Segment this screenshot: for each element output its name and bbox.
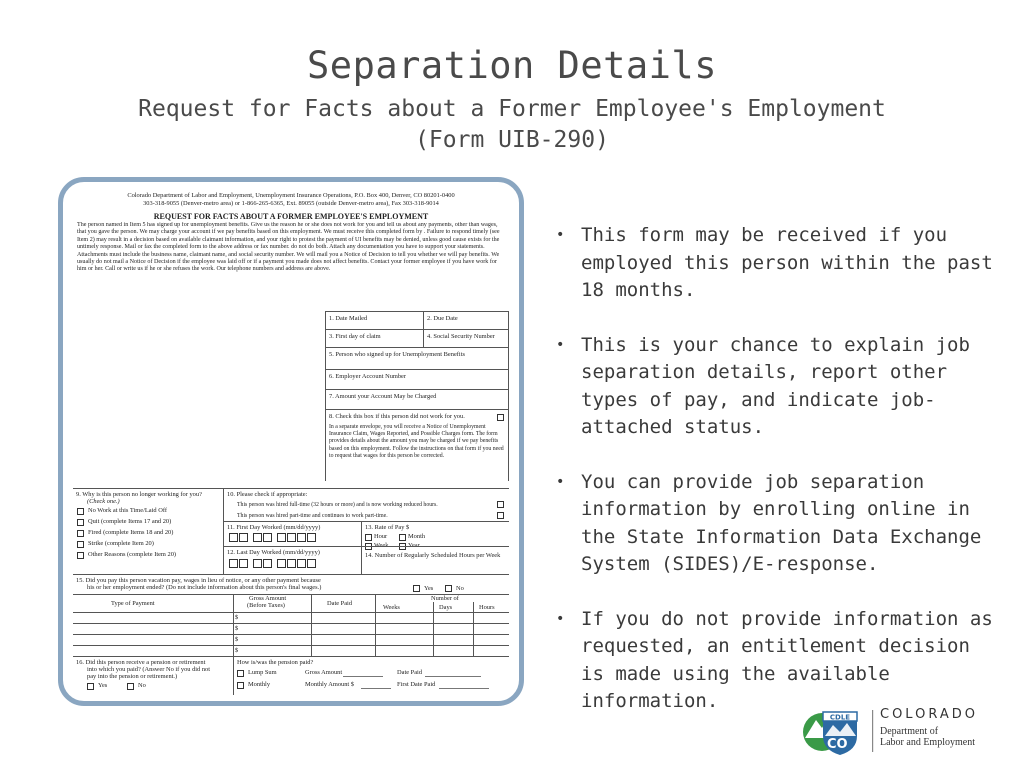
field-8-text: In a separate envelope, you will receive a Notice of Unemployment Insurance Claim, Wages Reported, and Possible Charges form. The form provides details about the amount you may be charged if we pay benefits based on this employment. Follow the instructions on that form if you need to request that wages for this person be corrected. — [329, 424, 504, 459]
field-5-label: 5. Person who signed up for Unemployment Benefits — [329, 351, 465, 358]
q15-yes: Yes — [424, 585, 434, 592]
q16-how-label: How is/was the pension paid? — [237, 659, 314, 666]
q15-yes-checkbox[interactable] — [413, 585, 420, 592]
q9-opt-4-checkbox[interactable] — [77, 541, 84, 548]
col-number-of: Number of — [431, 595, 459, 602]
q15-no: No — [456, 585, 464, 592]
q10-option-a: This person was hired full-time (32 hours or more) and is now working reduced hours. — [237, 502, 438, 508]
q10-label: 10. Please check if appropriate: — [227, 491, 308, 498]
q10-option-b: This person was hired part-time and continues to work part-time. — [237, 513, 388, 519]
bullet-item — [556, 469, 996, 579]
q13-month: Month — [408, 533, 426, 540]
q9-opt-5: Other Reasons (complete Item 20) — [88, 551, 177, 558]
q15-label-2: his or her employment ended? (Do not include information about this person's final wages.) — [87, 584, 322, 591]
form-uib-290-image — [58, 177, 524, 706]
col-hours: Hours — [479, 604, 495, 611]
logo-badge-top: CDLE — [829, 713, 851, 722]
q12-label: 12. Last Day Worked (mm/dd/yyyy) — [227, 549, 320, 556]
row-3-dollar: $ — [235, 636, 239, 643]
q15-label: 15. Did you pay this person vacation pay, wages in lieu of notice, or any other payment because — [76, 577, 321, 584]
field-1-label: 1. Date Mailed — [329, 315, 368, 322]
first-date-paid-label: First Date Paid — [397, 681, 436, 688]
logo-badge-co: CO — [827, 737, 848, 752]
form-header-address: Colorado Department of Labor and Employment, Unemployment Insurance Operations, P.O. Box 400, Denver, CO 80201-0400 — [127, 192, 455, 199]
q16-no: No — [138, 682, 146, 689]
bullet-item — [556, 332, 996, 442]
q16-yes: Yes — [98, 682, 108, 689]
q14-label: 14. Number of Regularly Scheduled Hours per Week — [365, 552, 501, 559]
bullet-list — [556, 222, 996, 743]
q10-b-checkbox[interactable] — [497, 512, 504, 519]
date-paid-label: Date Paid — [397, 669, 423, 676]
q9-sublabel: (Check one.) — [87, 498, 120, 505]
form-title: REQUEST FOR FACTS ABOUT A FORMER EMPLOYEE'S EMPLOYMENT — [153, 212, 429, 221]
slide-title: Separation Details — [307, 44, 717, 87]
bullet-text: If you do not provide information as requested, an entitlement decision is made using the available information. — [581, 607, 993, 712]
q16-yes-checkbox[interactable] — [87, 683, 94, 690]
q13-label: 13. Rate of Pay $ — [365, 524, 410, 531]
logo-dept-line-1: Department of — [880, 726, 939, 737]
q9-label: 9. Why is this person no longer working for you? — [76, 491, 202, 498]
field-6-label: 6. Employer Account Number — [329, 373, 407, 380]
q9-opt-1: No Work at this Time/Laid Off — [88, 507, 167, 514]
bullet-dot-icon: • — [556, 473, 565, 490]
q9-opt-3-checkbox[interactable] — [77, 530, 84, 537]
q16-label: 16. Did this person receive a pension or retirement — [76, 659, 206, 666]
q9-opt-1-checkbox[interactable] — [77, 508, 84, 515]
monthly: Monthly — [248, 681, 271, 688]
gross-amount-label: Gross Amount — [305, 669, 343, 676]
logo-dept-line-2: Labor and Employment — [880, 737, 975, 748]
col-type-of-payment: Type of Payment — [111, 600, 155, 607]
col-gross-before-taxes: (Before Taxes) — [247, 602, 285, 609]
q16-no-checkbox[interactable] — [127, 683, 134, 690]
bullet-dot-icon: • — [556, 610, 565, 627]
logo-department — [880, 726, 975, 748]
field-2-label: 2. Due Date — [427, 315, 458, 322]
field-8-checkbox[interactable] — [497, 414, 504, 421]
bullet-text: This form may be received if you employed this person within the past 18 months. — [581, 224, 993, 301]
row-2-dollar: $ — [235, 625, 239, 632]
subtitle-line-1: Request for Facts about a Former Employee's Employment — [138, 96, 886, 122]
bullet-text: This is your chance to explain job separation details, report other types of pay, and indicate job-attached status. — [581, 333, 970, 438]
monthly-amount-label: Monthly Amount $ — [305, 681, 354, 688]
bullet-item — [556, 222, 996, 305]
q9-opt-3: Fired (complete Items 18 and 20) — [88, 529, 174, 536]
row-1-dollar: $ — [235, 614, 239, 621]
q10-a-checkbox[interactable] — [497, 501, 504, 508]
q16-label-2: into which you paid? (Answer No if you did not — [87, 666, 211, 673]
field-8-label: 8. Check this box if this person did not work for you. — [329, 413, 465, 420]
bullet-item — [556, 606, 996, 716]
bullet-dot-icon: • — [556, 227, 565, 243]
col-date-paid: Date Paid — [327, 600, 353, 607]
q9-opt-4: Strike (complete Item 20) — [88, 540, 154, 547]
bullet-dot-icon: • — [556, 336, 565, 353]
q9-opt-2-checkbox[interactable] — [77, 519, 84, 526]
form-intro: The person named in Item 5 has signed up for unemployment benefits. Give us the reason he or she does not work for you and tell us about any payments, other than wages, that you gave the person. We may charge your account if we pay benefits based on this employment. We must receive this completed form by . Failure to respond timely (see Item 2) may result in a decision based on available claimant information, and your right to protest the payment of UI benefits may be denied, unless good cause exists for the untimely response. Mail or fax the completed form to the above address or fax number. do not do both. Attach any documentation you have to support your statements. Attachments must include the business name, claimant name, and social security number. We will mail you a Notice of Decision to tell you whether we will pay benefits. We usually do not mail a Notice of Decision if the employee was laid off or if a payment you made does not affect benefits. Contact your former employee if you have work for him or her. Call or write us if he or she refuses the work. Our telephone numbers and address are above. — [77, 222, 500, 273]
col-weeks: Weeks — [383, 604, 400, 611]
col-gross-amount: Gross Amount — [249, 595, 287, 602]
row-4-dollar: $ — [235, 647, 239, 654]
logo-colorado: COLORADO — [880, 707, 978, 722]
monthly-checkbox[interactable] — [237, 682, 244, 689]
form-document — [73, 188, 509, 695]
field-3-label: 3. First day of claim — [329, 333, 381, 340]
q16-label-3: pay into the pension or retirement.) — [87, 673, 178, 680]
q13-hour: Hour — [374, 533, 388, 540]
q13-hour-checkbox[interactable] — [365, 534, 372, 541]
bullet-text: You can provide job separation information by enrolling online in the State Information Data Exchange System (SIDES)/E-response. — [581, 470, 982, 575]
subtitle-line-2: (Form UIB-290) — [415, 127, 609, 153]
col-days: Days — [439, 604, 453, 611]
q13-month-checkbox[interactable] — [399, 534, 406, 541]
slide-subtitle — [60, 94, 964, 156]
q9-opt-2: Quit (complete Items 17 and 20) — [88, 518, 172, 525]
field-4-label: 4. Social Security Number — [427, 333, 495, 340]
q9-opt-5-checkbox[interactable] — [77, 552, 84, 559]
lump-sum-checkbox[interactable] — [237, 670, 244, 677]
field-7-label: 7. Amount your Account May be Charged — [329, 393, 437, 400]
q15-no-checkbox[interactable] — [445, 585, 452, 592]
lump-sum: Lump Sum — [248, 669, 277, 676]
form-header-phone: 303-318-9055 (Denver-metro area) or 1-866-265-6365, Ext. 89055 (outside Denver-metro area), Fax 303-318-9014 — [143, 200, 439, 207]
q11-label: 11. First Day Worked (mm/dd/yyyy) — [227, 524, 321, 531]
